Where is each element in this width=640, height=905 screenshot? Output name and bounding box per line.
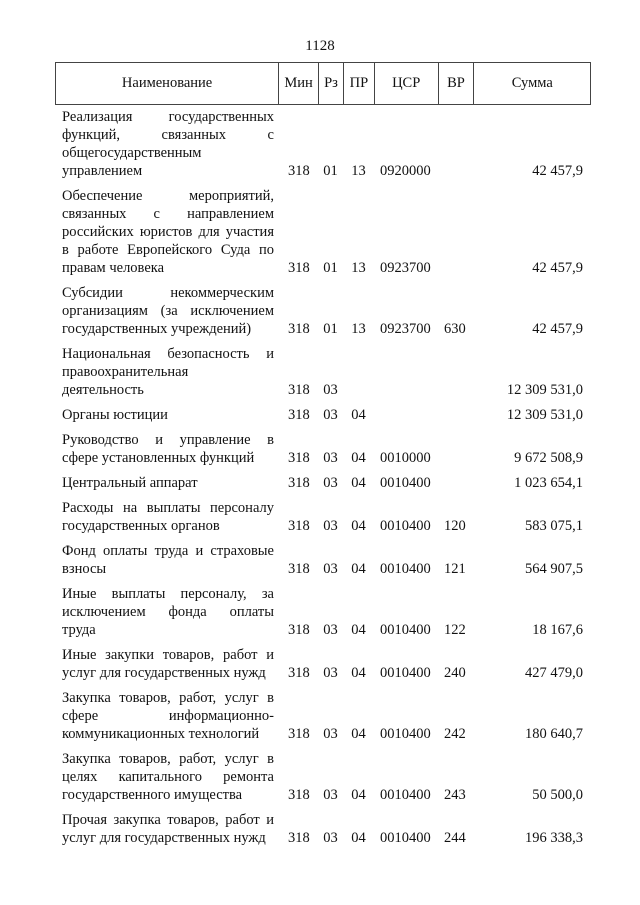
row-name-line: организациям (за исключением	[62, 303, 274, 319]
cell-min: 318	[288, 787, 310, 803]
row-name-line: Обеспечение мероприятий,	[62, 188, 274, 204]
row-name-line: правам человека	[62, 260, 165, 276]
cell-sum: 564 907,5	[525, 561, 583, 577]
row-name-line: услуг для государственных нужд	[62, 830, 266, 846]
row-name	[55, 689, 274, 743]
row-name	[55, 542, 274, 578]
row-name-line: сфере информационно-	[62, 708, 274, 724]
cell-rz: 03	[323, 518, 338, 534]
table-row	[55, 108, 591, 187]
cell-csr: 0923700	[380, 321, 431, 337]
row-name-line: целях капитального ремонта	[62, 769, 274, 785]
table-row	[55, 542, 591, 585]
cell-pr: 04	[351, 518, 366, 534]
cell-min: 318	[288, 622, 310, 638]
cell-csr: 0010400	[380, 726, 431, 742]
row-name-line: общегосударственным	[62, 145, 202, 161]
cell-csr: 0010400	[380, 665, 431, 681]
table-row	[55, 499, 591, 542]
cell-min: 318	[288, 163, 310, 179]
table-row	[55, 284, 591, 345]
cell-min: 318	[288, 475, 310, 491]
cell-pr: 04	[351, 726, 366, 742]
cell-vr: 243	[444, 787, 466, 803]
row-name	[55, 474, 274, 492]
cell-min: 318	[288, 260, 310, 276]
cell-rz: 03	[323, 382, 338, 398]
cell-sum: 1 023 654,1	[514, 475, 583, 491]
cell-min: 318	[288, 665, 310, 681]
cell-pr: 13	[351, 260, 366, 276]
cell-pr: 04	[351, 830, 366, 846]
row-name-line: функций, связанных с	[62, 127, 274, 143]
row-name-line: Субсидии некоммерческим	[62, 285, 274, 301]
row-name	[55, 646, 274, 682]
row-name-line: связанных с направлением	[62, 206, 274, 222]
row-name-line: деятельность	[62, 382, 144, 398]
row-name-line: Руководство и управление в	[62, 432, 274, 448]
table-header	[55, 62, 591, 105]
cell-rz: 03	[323, 407, 338, 423]
row-name-line: труда	[62, 622, 96, 638]
cell-min: 318	[288, 518, 310, 534]
cell-sum: 180 640,7	[525, 726, 583, 742]
cell-vr: 121	[444, 561, 466, 577]
cell-rz: 01	[323, 260, 338, 276]
cell-pr: 04	[351, 407, 366, 423]
row-name-line: Расходы на выплаты персоналу	[62, 500, 274, 516]
cell-rz: 01	[323, 163, 338, 179]
cell-pr: 04	[351, 450, 366, 466]
cell-rz: 03	[323, 622, 338, 638]
budget-table	[55, 62, 591, 854]
row-name-line: сфере установленных функций	[62, 450, 255, 466]
cell-csr: 0920000	[380, 163, 431, 179]
cell-vr: 244	[444, 830, 466, 846]
cell-csr: 0010400	[380, 787, 431, 803]
cell-pr: 13	[351, 163, 366, 179]
table-row	[55, 811, 591, 854]
row-name-line: Национальная безопасность и	[62, 346, 274, 362]
cell-sum: 42 457,9	[532, 163, 583, 179]
cell-vr: 122	[444, 622, 466, 638]
row-name-line: услуг для государственных нужд	[62, 665, 266, 681]
row-name-line: Иные закупки товаров, работ и	[62, 647, 274, 663]
cell-rz: 03	[323, 830, 338, 846]
row-name-line: Закупка товаров, работ, услуг в	[62, 751, 274, 767]
cell-sum: 50 500,0	[532, 787, 583, 803]
cell-sum: 42 457,9	[532, 260, 583, 276]
row-name	[55, 499, 274, 535]
cell-sum: 583 075,1	[525, 518, 583, 534]
row-name	[55, 345, 274, 399]
cell-rz: 03	[323, 665, 338, 681]
row-name-line: российских юристов для участия	[62, 224, 274, 240]
header-min: Мин	[278, 63, 318, 104]
header-name: Наименование	[121, 75, 213, 91]
cell-csr: 0010400	[380, 475, 431, 491]
header-rz: Рз	[318, 63, 343, 104]
table-row	[55, 431, 591, 474]
row-name-line: государственных учреждений)	[62, 321, 252, 337]
cell-vr: 120	[444, 518, 466, 534]
row-name-line: Органы юстиции	[62, 407, 168, 423]
header-sum: Сумма	[473, 63, 590, 104]
table-row	[55, 689, 591, 750]
row-name-line: Закупка товаров, работ, услуг в	[62, 690, 274, 706]
cell-sum: 196 338,3	[525, 830, 583, 846]
row-name-line: Прочая закупка товаров, работ и	[62, 812, 274, 828]
cell-sum: 9 672 508,9	[514, 450, 583, 466]
cell-vr: 630	[444, 321, 466, 337]
row-name	[55, 431, 274, 467]
row-name-line: Реализация государственных	[62, 109, 274, 125]
page-number: 1128	[305, 38, 335, 54]
cell-csr: 0923700	[380, 260, 431, 276]
cell-min: 318	[288, 561, 310, 577]
row-name-line: взносы	[62, 561, 107, 577]
cell-min: 318	[288, 450, 310, 466]
cell-pr: 04	[351, 665, 366, 681]
header-vr: ВР	[438, 63, 474, 104]
table-row	[55, 646, 591, 689]
row-name-line: государственных органов	[62, 518, 220, 534]
cell-pr: 04	[351, 561, 366, 577]
cell-csr: 0010000	[380, 450, 431, 466]
cell-pr: 04	[351, 622, 366, 638]
cell-rz: 03	[323, 726, 338, 742]
row-name	[55, 811, 274, 847]
row-name	[55, 406, 274, 424]
table-row	[55, 585, 591, 646]
cell-csr: 0010400	[380, 561, 431, 577]
cell-rz: 03	[323, 450, 338, 466]
cell-sum: 42 457,9	[532, 321, 583, 337]
row-name-line: Центральный аппарат	[62, 475, 198, 491]
cell-vr: 242	[444, 726, 466, 742]
row-name	[55, 284, 274, 338]
row-name-line: государственного имущества	[62, 787, 243, 803]
table-row	[55, 474, 591, 499]
cell-vr: 240	[444, 665, 466, 681]
cell-min: 318	[288, 726, 310, 742]
cell-csr: 0010400	[380, 518, 431, 534]
row-name	[55, 187, 274, 277]
cell-rz: 01	[323, 321, 338, 337]
cell-pr: 04	[351, 475, 366, 491]
header-pr: ПР	[343, 63, 374, 104]
cell-sum: 18 167,6	[532, 622, 583, 638]
cell-sum: 12 309 531,0	[506, 407, 583, 423]
cell-min: 318	[288, 407, 310, 423]
cell-csr: 0010400	[380, 622, 431, 638]
row-name	[55, 750, 274, 804]
cell-min: 318	[288, 830, 310, 846]
table-body	[55, 105, 591, 854]
row-name-line: Иные выплаты персоналу, за	[62, 586, 274, 602]
cell-min: 318	[288, 321, 310, 337]
row-name-line: в работе Европейского Суда по	[62, 242, 274, 258]
row-name	[55, 108, 274, 180]
cell-rz: 03	[323, 561, 338, 577]
row-name-line: коммуникационных технологий	[62, 726, 260, 742]
cell-rz: 03	[323, 787, 338, 803]
cell-sum: 427 479,0	[525, 665, 583, 681]
cell-pr: 04	[351, 787, 366, 803]
row-name-line: исключением фонда оплаты	[62, 604, 274, 620]
row-name-line: правоохранительная	[62, 364, 189, 380]
row-name-line: Фонд оплаты труда и страховые	[62, 543, 274, 559]
cell-csr: 0010400	[380, 830, 431, 846]
cell-sum: 12 309 531,0	[506, 382, 583, 398]
header-csr: ЦСР	[374, 63, 438, 104]
cell-pr: 13	[351, 321, 366, 337]
table-row	[55, 345, 591, 406]
table-row	[55, 187, 591, 284]
row-name	[55, 585, 274, 639]
row-name-line: управлением	[62, 163, 143, 179]
cell-rz: 03	[323, 475, 338, 491]
table-row	[55, 750, 591, 811]
table-row	[55, 406, 591, 431]
cell-min: 318	[288, 382, 310, 398]
